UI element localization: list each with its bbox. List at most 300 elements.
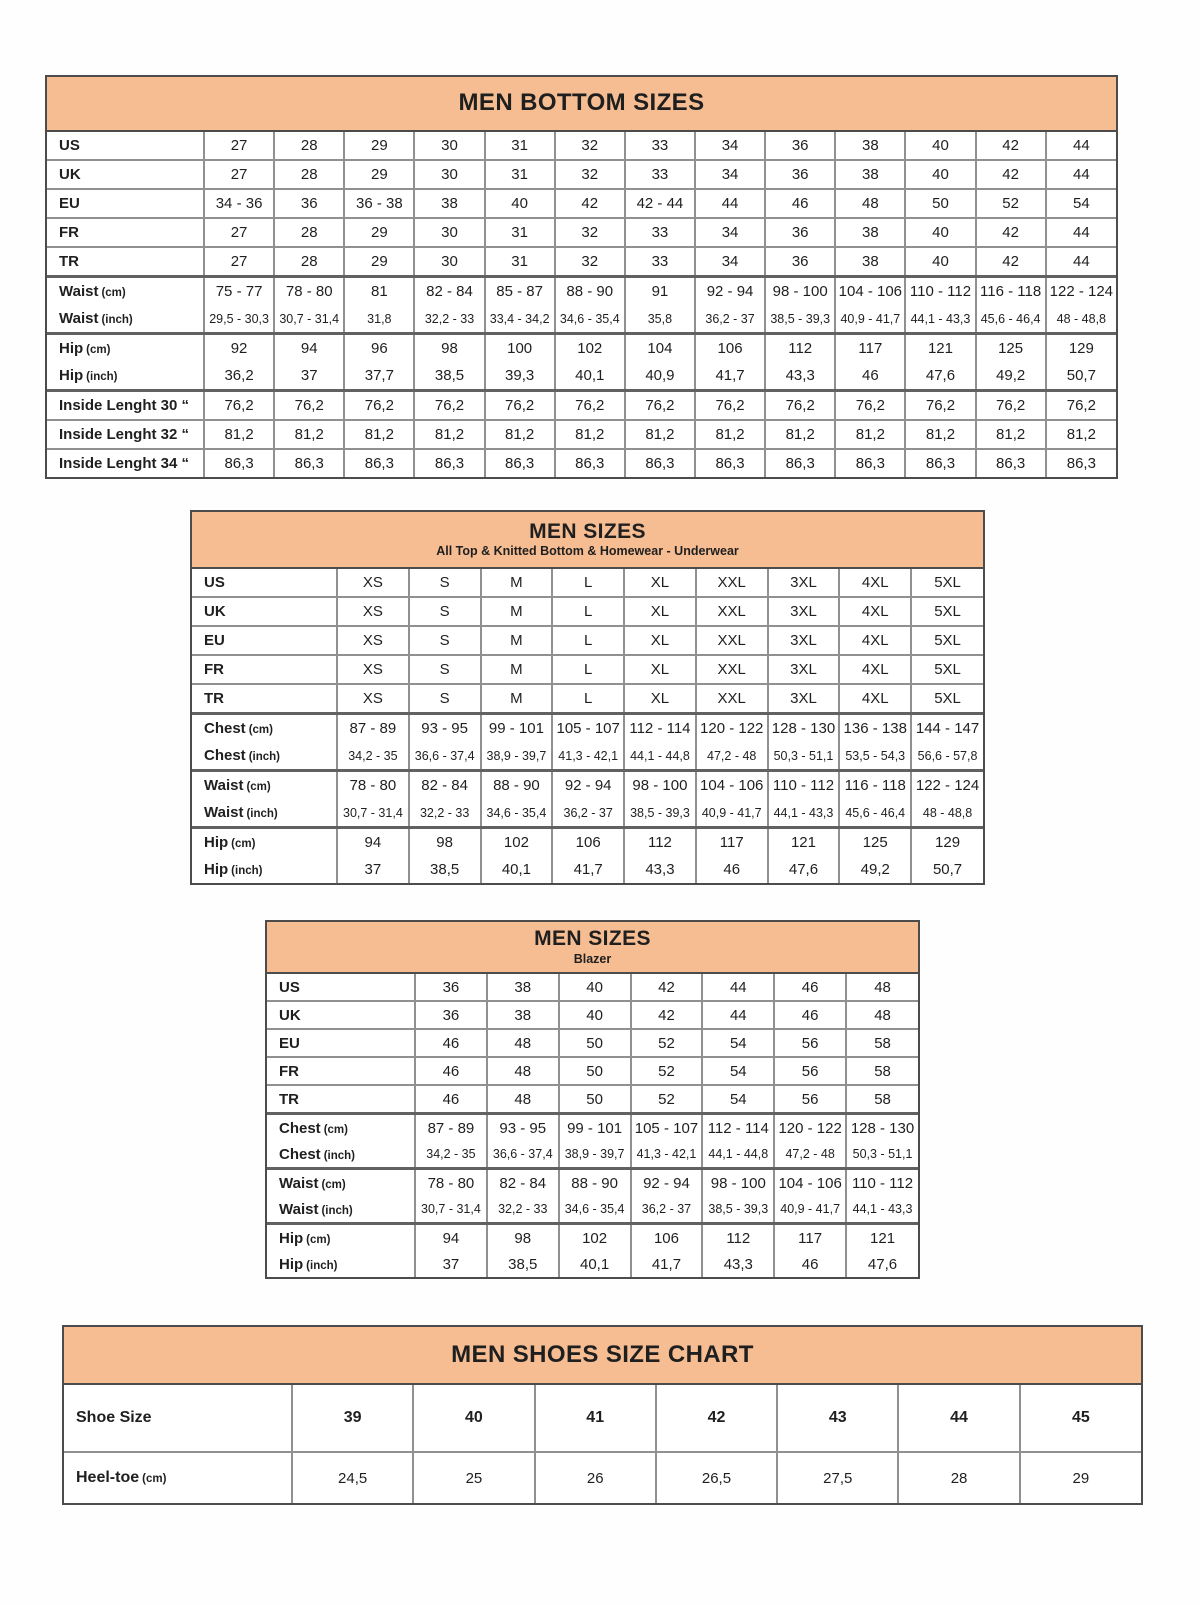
row-label <box>267 1251 415 1277</box>
size-cell: 58 <box>846 1085 918 1114</box>
row-label <box>267 1114 415 1142</box>
row-label-text: Chest <box>279 1145 321 1163</box>
row-label-unit: (cm) <box>142 1473 167 1485</box>
table-men-sizes-top <box>190 510 985 885</box>
size-cell: 136 - 138 <box>839 714 911 743</box>
row-label-text: Waist <box>59 310 99 327</box>
row-label-unit: (inch) <box>306 1259 338 1272</box>
size-cell: 34,6 - 35,4 <box>555 305 625 334</box>
size-cell: 86,3 <box>625 449 695 477</box>
size-cell: 44 <box>1046 218 1116 247</box>
size-cell: 30 <box>414 132 484 160</box>
size-cell: 94 <box>415 1224 487 1252</box>
table-header <box>47 77 1116 132</box>
size-cell: 116 - 118 <box>976 277 1046 306</box>
size-cell: 76,2 <box>204 391 274 421</box>
size-cell: S <box>409 655 481 684</box>
size-cell: 4XL <box>839 626 911 655</box>
size-cell: 3XL <box>768 597 840 626</box>
size-cell: 34 <box>695 132 765 160</box>
size-cell: 46 <box>415 1085 487 1114</box>
row-label-text: EU <box>59 195 80 212</box>
size-cell: 42 <box>976 160 1046 189</box>
size-grid <box>64 1385 1141 1503</box>
table-row <box>267 1114 918 1142</box>
size-cell: M <box>481 684 553 714</box>
table-row <box>192 569 983 597</box>
size-cell: 46 <box>835 362 905 391</box>
size-cell: 86,3 <box>695 449 765 477</box>
size-cell: 121 <box>905 334 975 363</box>
row-label-unit: (cm) <box>86 344 111 356</box>
size-cell: 40,9 - 41,7 <box>835 305 905 334</box>
size-cell: 82 - 84 <box>414 277 484 306</box>
size-cell: 99 - 101 <box>481 714 553 743</box>
size-cell: 110 - 112 <box>905 277 975 306</box>
size-cell: 81,2 <box>555 420 625 449</box>
size-cell: M <box>481 569 553 597</box>
size-cell: 98 <box>409 828 481 857</box>
size-cell: 37 <box>337 856 409 883</box>
size-cell: 3XL <box>768 684 840 714</box>
size-cell: 40,9 - 41,7 <box>696 799 768 828</box>
table-row <box>267 1057 918 1085</box>
row-label-unit: (cm) <box>321 1178 346 1191</box>
table-row <box>47 334 1116 363</box>
size-cell: 85 - 87 <box>485 277 555 306</box>
size-cell: 52 <box>631 1057 703 1085</box>
size-cell: S <box>409 597 481 626</box>
size-cell: 54 <box>702 1085 774 1114</box>
size-cell: 106 <box>631 1224 703 1252</box>
size-cell: 76,2 <box>835 391 905 421</box>
size-cell: 31 <box>485 218 555 247</box>
size-cell: XS <box>337 597 409 626</box>
size-cell: L <box>552 684 624 714</box>
size-cell: 86,3 <box>765 449 835 477</box>
row-label-text: TR <box>204 690 224 707</box>
size-cell: XL <box>624 597 696 626</box>
size-cell: 76,2 <box>765 391 835 421</box>
size-cell: 32,2 - 33 <box>487 1196 559 1224</box>
size-cell: 54 <box>1046 189 1116 218</box>
row-label-unit: (inch) <box>101 314 133 326</box>
size-cell: 36 <box>415 974 487 1001</box>
size-grid <box>192 569 983 883</box>
row-label <box>47 247 204 277</box>
size-cell: 87 - 89 <box>337 714 409 743</box>
table-row <box>267 1169 918 1197</box>
size-cell: S <box>409 684 481 714</box>
size-cell: 81,2 <box>835 420 905 449</box>
row-label-text: UK <box>59 166 81 183</box>
row-label <box>192 597 337 626</box>
size-cell: 50 <box>559 1057 631 1085</box>
row-label <box>47 334 204 363</box>
size-cell: 3XL <box>768 569 840 597</box>
size-cell: 93 - 95 <box>487 1114 559 1142</box>
row-label-text: Waist <box>59 283 99 300</box>
size-cell: 40 <box>559 1001 631 1029</box>
size-cell: 36,2 <box>204 362 274 391</box>
size-cell: 38,5 - 39,3 <box>624 799 696 828</box>
size-cell: 28 <box>274 132 344 160</box>
size-cell: 78 - 80 <box>337 771 409 800</box>
size-cell: 48 - 48,8 <box>1046 305 1116 334</box>
size-cell: 129 <box>911 828 983 857</box>
size-cell: 40,9 <box>625 362 695 391</box>
size-cell: 50,3 - 51,1 <box>846 1141 918 1169</box>
size-cell: 34 <box>695 218 765 247</box>
size-cell: 3XL <box>768 655 840 684</box>
table-row <box>47 132 1116 160</box>
size-cell: 38,5 - 39,3 <box>702 1196 774 1224</box>
row-label <box>267 974 415 1001</box>
size-cell: 110 - 112 <box>846 1169 918 1197</box>
size-cell: 44 <box>695 189 765 218</box>
size-cell: 116 - 118 <box>839 771 911 800</box>
size-cell: 86,3 <box>905 449 975 477</box>
size-cell: 33 <box>625 218 695 247</box>
row-label <box>47 420 204 449</box>
size-cell: 53,5 - 54,3 <box>839 742 911 771</box>
size-cell: 93 - 95 <box>409 714 481 743</box>
size-cell: 44,1 - 43,3 <box>905 305 975 334</box>
size-cell: 86,3 <box>344 449 414 477</box>
size-cell: 36,6 - 37,4 <box>409 742 481 771</box>
size-cell: 122 - 124 <box>1046 277 1116 306</box>
size-cell: 36,2 - 37 <box>631 1196 703 1224</box>
size-cell: 36 <box>765 218 835 247</box>
size-cell: 29,5 - 30,3 <box>204 305 274 334</box>
size-cell: 36 <box>415 1001 487 1029</box>
size-cell: 88 - 90 <box>555 277 625 306</box>
size-cell: 112 <box>765 334 835 363</box>
table-title: MEN SHOES SIZE CHART <box>451 1340 754 1368</box>
size-cell: 38 <box>835 247 905 277</box>
size-cell: XS <box>337 569 409 597</box>
size-cell: 29 <box>344 160 414 189</box>
row-label <box>47 132 204 160</box>
size-cell: 48 <box>846 974 918 1001</box>
row-label <box>47 391 204 421</box>
size-cell: 42 <box>656 1385 777 1452</box>
size-cell: 86,3 <box>1046 449 1116 477</box>
row-label <box>47 218 204 247</box>
size-cell: 102 <box>559 1224 631 1252</box>
size-cell: 56 <box>774 1029 846 1057</box>
table-row <box>192 597 983 626</box>
size-cell: 122 - 124 <box>911 771 983 800</box>
size-cell: 40 <box>485 189 555 218</box>
row-label <box>192 799 337 828</box>
row-label-text: Chest <box>279 1119 321 1137</box>
size-cell: 117 <box>835 334 905 363</box>
size-cell: 47,6 <box>768 856 840 883</box>
row-label-text: UK <box>279 1006 301 1024</box>
row-label-text: Hip <box>59 367 84 384</box>
size-cell: 45,6 - 46,4 <box>976 305 1046 334</box>
size-cell: 81,2 <box>274 420 344 449</box>
table-title: MEN SIZES <box>534 927 651 951</box>
row-label-text: Inside Lenght 34 “ <box>59 455 190 472</box>
row-label-text: Heel-toe <box>76 1469 140 1486</box>
size-cell: 36,2 - 37 <box>695 305 765 334</box>
size-cell: 99 - 101 <box>559 1114 631 1142</box>
size-cell: 27 <box>204 132 274 160</box>
size-cell: 40,9 - 41,7 <box>774 1196 846 1224</box>
size-cell: 44 <box>1046 160 1116 189</box>
row-label <box>192 626 337 655</box>
size-cell: 44,1 - 43,3 <box>768 799 840 828</box>
size-cell: 76,2 <box>905 391 975 421</box>
size-cell: 40,1 <box>555 362 625 391</box>
table-row <box>192 799 983 828</box>
size-cell: 52 <box>631 1085 703 1114</box>
size-cell: 58 <box>846 1029 918 1057</box>
size-cell: 86,3 <box>274 449 344 477</box>
table-row <box>192 714 983 743</box>
size-cell: 43,3 <box>624 856 696 883</box>
size-cell: 44 <box>1046 132 1116 160</box>
size-cell: 81,2 <box>976 420 1046 449</box>
size-cell: 42 <box>976 218 1046 247</box>
size-cell: 40,1 <box>481 856 553 883</box>
size-cell: 125 <box>976 334 1046 363</box>
size-cell: 45,6 - 46,4 <box>839 799 911 828</box>
size-cell: 43 <box>777 1385 898 1452</box>
size-cell: 104 - 106 <box>774 1169 846 1197</box>
size-cell: 92 - 94 <box>695 277 765 306</box>
size-cell: 104 <box>625 334 695 363</box>
table-title: MEN BOTTOM SIZES <box>458 89 705 117</box>
size-cell: 52 <box>976 189 1046 218</box>
size-grid <box>47 132 1116 477</box>
row-label <box>267 1196 415 1224</box>
size-cell: 86,3 <box>204 449 274 477</box>
table-row <box>47 449 1116 477</box>
size-cell: 76,2 <box>485 391 555 421</box>
size-cell: 42 <box>631 1001 703 1029</box>
size-cell: 117 <box>696 828 768 857</box>
size-cell: 125 <box>839 828 911 857</box>
row-label <box>64 1452 292 1503</box>
row-label-unit: (cm) <box>231 838 256 850</box>
size-cell: 52 <box>631 1029 703 1057</box>
size-cell: 56 <box>774 1057 846 1085</box>
size-cell: XL <box>624 626 696 655</box>
size-cell: XXL <box>696 626 768 655</box>
size-cell: 81,2 <box>695 420 765 449</box>
size-cell: 54 <box>702 1029 774 1057</box>
size-cell: 29 <box>344 132 414 160</box>
table-row <box>47 362 1116 391</box>
size-cell: 40 <box>413 1385 534 1452</box>
size-cell: 112 <box>702 1224 774 1252</box>
row-label-text: FR <box>59 224 79 241</box>
size-cell: 81,2 <box>1046 420 1116 449</box>
table-row <box>192 828 983 857</box>
size-cell: 28 <box>274 247 344 277</box>
row-label-text: Chest <box>204 747 246 764</box>
size-cell: XXL <box>696 684 768 714</box>
row-label-text: Hip <box>204 834 229 851</box>
size-cell: 37 <box>415 1251 487 1277</box>
size-cell: 120 - 122 <box>774 1114 846 1142</box>
size-cell: 50,3 - 51,1 <box>768 742 840 771</box>
size-cell: 81,2 <box>625 420 695 449</box>
size-cell: M <box>481 655 553 684</box>
size-cell: 38,5 <box>487 1251 559 1277</box>
size-cell: 38 <box>835 218 905 247</box>
size-cell: 44,1 - 44,8 <box>702 1141 774 1169</box>
size-cell: 41,3 - 42,1 <box>631 1141 703 1169</box>
size-cell: 33,4 - 34,2 <box>485 305 555 334</box>
row-label <box>47 362 204 391</box>
size-cell: 56 <box>774 1085 846 1114</box>
size-cell: 31 <box>485 160 555 189</box>
row-label-text: Waist <box>204 804 244 821</box>
table-header <box>267 922 918 974</box>
row-label-unit: (inch) <box>321 1204 353 1217</box>
size-cell: 81,2 <box>485 420 555 449</box>
row-label <box>267 1085 415 1114</box>
table-row <box>192 742 983 771</box>
size-cell: 88 - 90 <box>481 771 553 800</box>
size-cell: 29 <box>344 247 414 277</box>
table-row <box>267 1251 918 1277</box>
row-label-unit: (cm) <box>323 1123 348 1136</box>
size-cell: 36 <box>765 132 835 160</box>
size-cell: 38 <box>835 160 905 189</box>
size-cell: 112 - 114 <box>702 1114 774 1142</box>
table-row <box>267 1001 918 1029</box>
row-label <box>192 684 337 714</box>
table-row <box>267 1141 918 1169</box>
size-cell: 27 <box>204 160 274 189</box>
size-cell: 42 <box>631 974 703 1001</box>
size-cell: 92 - 94 <box>552 771 624 800</box>
table-title: MEN SIZES <box>529 519 646 543</box>
size-cell: 27 <box>204 247 274 277</box>
size-cell: 28 <box>898 1452 1019 1503</box>
size-cell: 98 <box>414 334 484 363</box>
row-label <box>192 742 337 771</box>
size-cell: 38 <box>487 1001 559 1029</box>
row-label-text: Inside Lenght 30 “ <box>59 397 190 414</box>
size-cell: 91 <box>625 277 695 306</box>
size-cell: 44 <box>1046 247 1116 277</box>
table-row <box>192 771 983 800</box>
size-cell: 40,1 <box>559 1251 631 1277</box>
size-cell: 47,2 - 48 <box>696 742 768 771</box>
size-cell: 121 <box>768 828 840 857</box>
size-cell: 39 <box>292 1385 413 1452</box>
size-cell: 94 <box>274 334 344 363</box>
size-cell: 81,2 <box>414 420 484 449</box>
size-cell: 36 <box>274 189 344 218</box>
table-row <box>192 626 983 655</box>
size-cell: 144 - 147 <box>911 714 983 743</box>
size-cell: 25 <box>413 1452 534 1503</box>
size-cell: 43,3 <box>765 362 835 391</box>
size-cell: 5XL <box>911 597 983 626</box>
row-label-unit: (inch) <box>86 371 118 383</box>
size-cell: 98 - 100 <box>765 277 835 306</box>
size-cell: 86,3 <box>835 449 905 477</box>
row-label <box>64 1385 292 1452</box>
size-cell: 43,3 <box>702 1251 774 1277</box>
size-cell: 102 <box>555 334 625 363</box>
size-cell: 37 <box>274 362 344 391</box>
table-row <box>267 1085 918 1114</box>
size-cell: 96 <box>344 334 414 363</box>
size-cell: 104 - 106 <box>696 771 768 800</box>
row-label <box>47 160 204 189</box>
table-row <box>267 974 918 1001</box>
size-cell: 38 <box>835 132 905 160</box>
size-cell: 46 <box>774 974 846 1001</box>
size-cell: 24,5 <box>292 1452 413 1503</box>
size-cell: 106 <box>552 828 624 857</box>
size-cell: 78 - 80 <box>415 1169 487 1197</box>
table-row <box>267 1196 918 1224</box>
size-cell: 38,5 <box>414 362 484 391</box>
row-label <box>192 655 337 684</box>
size-cell: 76,2 <box>625 391 695 421</box>
row-label-unit: (inch) <box>323 1149 355 1162</box>
size-cell: 44 <box>702 974 774 1001</box>
size-cell: 75 - 77 <box>204 277 274 306</box>
size-cell: 81 <box>344 277 414 306</box>
row-label <box>267 1001 415 1029</box>
size-cell: L <box>552 569 624 597</box>
size-cell: 46 <box>415 1029 487 1057</box>
size-cell: 4XL <box>839 684 911 714</box>
size-cell: 35,8 <box>625 305 695 334</box>
size-cell: 48 <box>487 1029 559 1057</box>
size-cell: 32 <box>555 160 625 189</box>
row-label <box>267 1169 415 1197</box>
row-label <box>192 569 337 597</box>
size-cell: 36,2 - 37 <box>552 799 624 828</box>
table-row <box>47 160 1116 189</box>
size-cell: 129 <box>1046 334 1116 363</box>
size-cell: 29 <box>344 218 414 247</box>
size-cell: 49,2 <box>976 362 1046 391</box>
size-grid <box>267 974 918 1277</box>
size-cell: 34,6 - 35,4 <box>481 799 553 828</box>
size-cell: 46 <box>774 1251 846 1277</box>
size-cell: 5XL <box>911 655 983 684</box>
size-cell: 50 <box>559 1029 631 1057</box>
size-cell: 102 <box>481 828 553 857</box>
size-cell: 30 <box>414 218 484 247</box>
size-cell: 4XL <box>839 569 911 597</box>
size-cell: 36 <box>765 160 835 189</box>
size-cell: 76,2 <box>414 391 484 421</box>
size-cell: 48 <box>487 1085 559 1114</box>
size-cell: 76,2 <box>976 391 1046 421</box>
size-cell: 41,3 - 42,1 <box>552 742 624 771</box>
size-cell: 128 - 130 <box>846 1114 918 1142</box>
size-cell: 34,2 - 35 <box>337 742 409 771</box>
size-cell: 48 <box>846 1001 918 1029</box>
size-cell: 3XL <box>768 626 840 655</box>
size-cell: XXL <box>696 597 768 626</box>
size-cell: 4XL <box>839 655 911 684</box>
size-cell: 38,9 - 39,7 <box>559 1141 631 1169</box>
